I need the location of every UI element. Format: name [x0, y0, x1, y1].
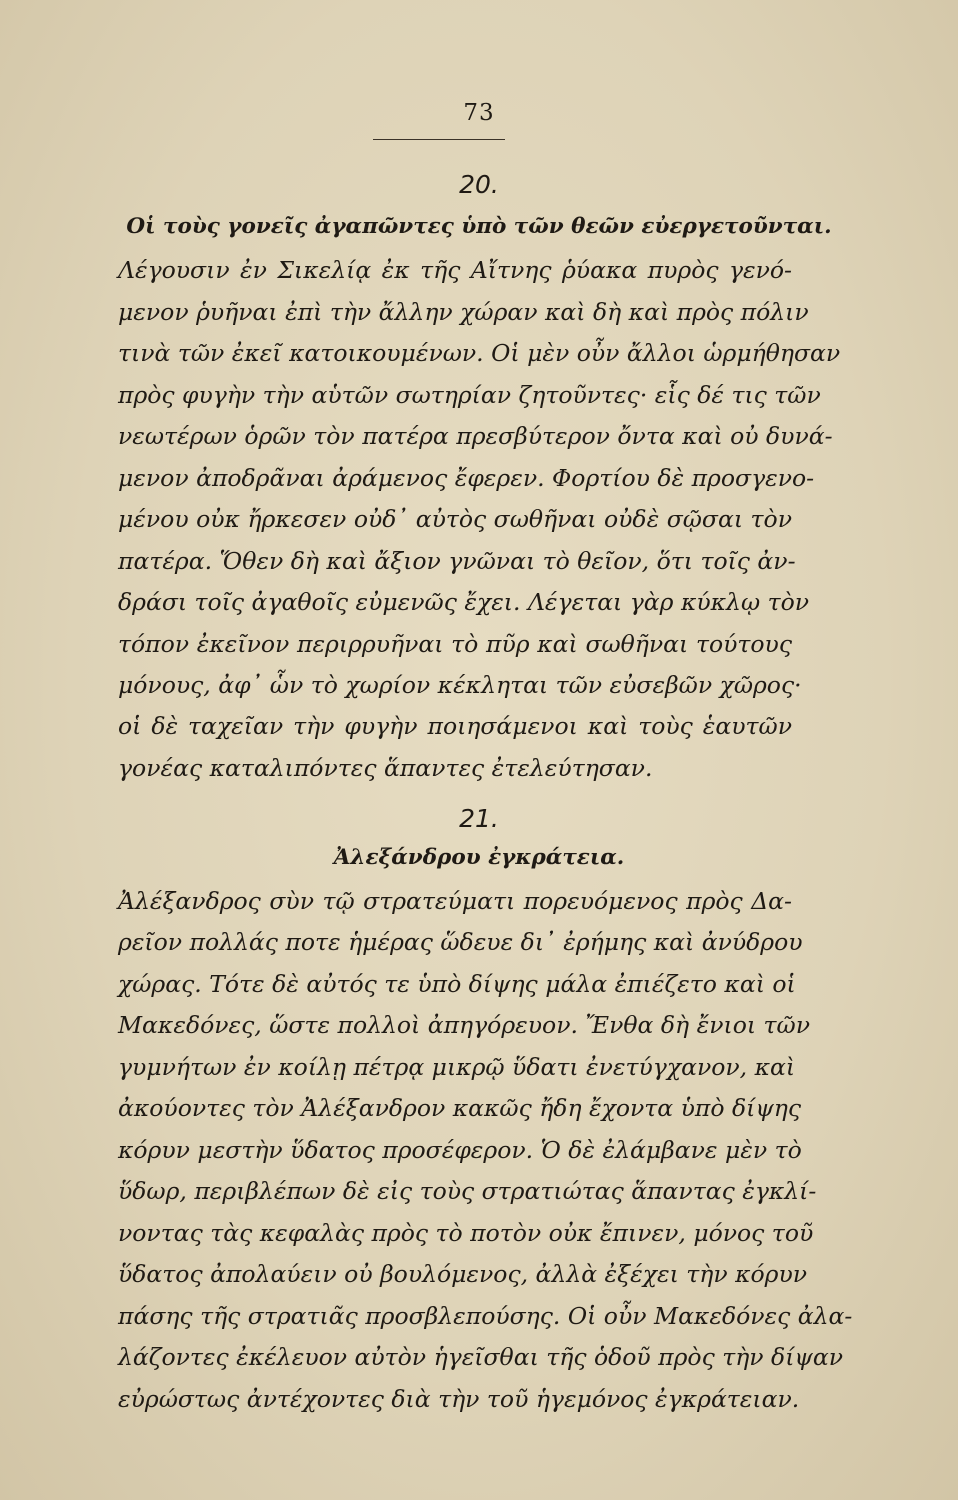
header-rule: [373, 139, 505, 140]
text-line: πρὸς φυγὴν τὴν αὑτῶν σωτηρίαν ζητοῦντες· εἷς δέ τις τῶν: [118, 381, 821, 409]
text-line: ὕδατος ἀπολαύειν οὐ βουλόμενος, ἀλλὰ ἐξέχει τὴν κόρυν: [118, 1260, 808, 1288]
text-line: μόνους, ἀφ᾽ ὧν τὸ χωρίον κέκληται τῶν εὐσεβῶν χῶρος·: [118, 671, 802, 699]
text-line: πατέρα. Ὅθεν δὴ καὶ ἄξιον γνῶναι τὸ θεῖον, ὅτι τοῖς ἀν-: [118, 547, 796, 575]
text-line: τόπον ἐκεῖνον περιρρυῆναι τὸ πῦρ καὶ σωθῆναι τούτους: [118, 630, 792, 658]
text-line: οἱ δὲ ταχεῖαν τὴν φυγὴν ποιησάμενοι καὶ τοὺς ἑαυτῶν: [118, 712, 792, 740]
text-line: μενον ἀποδρᾶναι ἀράμενος ἔφερεν. Φορτίου δὲ προσγενο-: [118, 464, 815, 492]
text-line: λάζοντες ἐκέλευον αὐτὸν ἡγεῖσθαι τῆς ὁδοῦ πρὸς τὴν δίψαν: [118, 1343, 843, 1371]
text-line: ἀκούοντες τὸν Ἀλέξανδρον κακῶς ἤδη ἔχοντα ὑπὸ δίψης: [118, 1094, 802, 1122]
text-line: μενον ῥυῆναι ἐπὶ τὴν ἄλλην χώραν καὶ δὴ καὶ πρὸς πόλιν: [118, 298, 809, 326]
text-line: νοντας τὰς κεφαλὰς πρὸς τὸ ποτὸν οὐκ ἔπινεν, μόνος τοῦ: [118, 1219, 814, 1247]
text-line: γονέας καταλιπόντες ἅπαντες ἐτελεύτησαν.: [118, 754, 653, 782]
page-number: 73: [463, 100, 495, 126]
text-line: Λέγουσιν ἐν Σικελίᾳ ἐκ τῆς Αἴτνης ῥύακα πυρὸς γενό-: [118, 256, 792, 284]
text-line: νεωτέρων ὁρῶν τὸν πατέρα πρεσβύτερον ὄντα καὶ οὐ δυνά-: [118, 422, 833, 450]
text-line: χώρας. Τότε δὲ αὐτός τε ὑπὸ δίψης μάλα ἐπιέζετο καὶ οἱ: [118, 970, 796, 998]
text-line: ὕδωρ, περιβλέπων δὲ εἰς τοὺς στρατιώτας ἅπαντας ἐγκλί-: [118, 1177, 817, 1205]
text-line: Μακεδόνες, ὥστε πολλοὶ ἀπηγόρευον. Ἔνθα δὴ ἔνιοι τῶν: [118, 1011, 810, 1039]
section-title: Οἱ τοὺς γονεῖς ἀγαπῶντες ὑπὸ τῶν θεῶν εὐεργετοῦνται.: [126, 214, 832, 239]
text-line: ρεῖον πολλάς ποτε ἡμέρας ὥδευε δι᾽ ἐρήμης καὶ ἀνύδρου: [118, 928, 803, 956]
text-line: κόρυν μεστὴν ὕδατος προσέφερον. Ὁ δὲ ἐλάμβανε μὲν τὸ: [118, 1136, 802, 1164]
text-line: πάσης τῆς στρατιᾶς προσβλεπούσης. Οἱ οὖν Μακεδόνες ἀλα-: [118, 1302, 853, 1330]
text-line: μένου οὐκ ἤρκεσεν οὐδ᾽ αὐτὸς σωθῆναι οὐδὲ σῷσαι τὸν: [118, 505, 792, 533]
text-line: Ἀλέξανδρος σὺν τῷ στρατεύματι πορευόμενος πρὸς Δα-: [118, 887, 792, 915]
text-line: εὐρώστως ἀντέχοντες διὰ τὴν τοῦ ἡγεμόνος ἐγκράτειαν.: [118, 1385, 800, 1413]
text-line: γυμνήτων ἐν κοίλῃ πέτρᾳ μικρῷ ὕδατι ἐνετύγχανον, καὶ: [118, 1053, 796, 1081]
section-title: Ἀλεξάνδρου ἐγκράτεια.: [333, 845, 625, 870]
section-number: 20.: [459, 170, 499, 199]
text-line: δράσι τοῖς ἀγαθοῖς εὐμενῶς ἔχει. Λέγεται γὰρ κύκλῳ τὸν: [118, 588, 810, 616]
section-number: 21.: [459, 804, 499, 833]
text-line: τινὰ τῶν ἐκεῖ κατοικουμένων. Οἱ μὲν οὖν ἄλλοι ὡρμήθησαν: [118, 339, 841, 367]
